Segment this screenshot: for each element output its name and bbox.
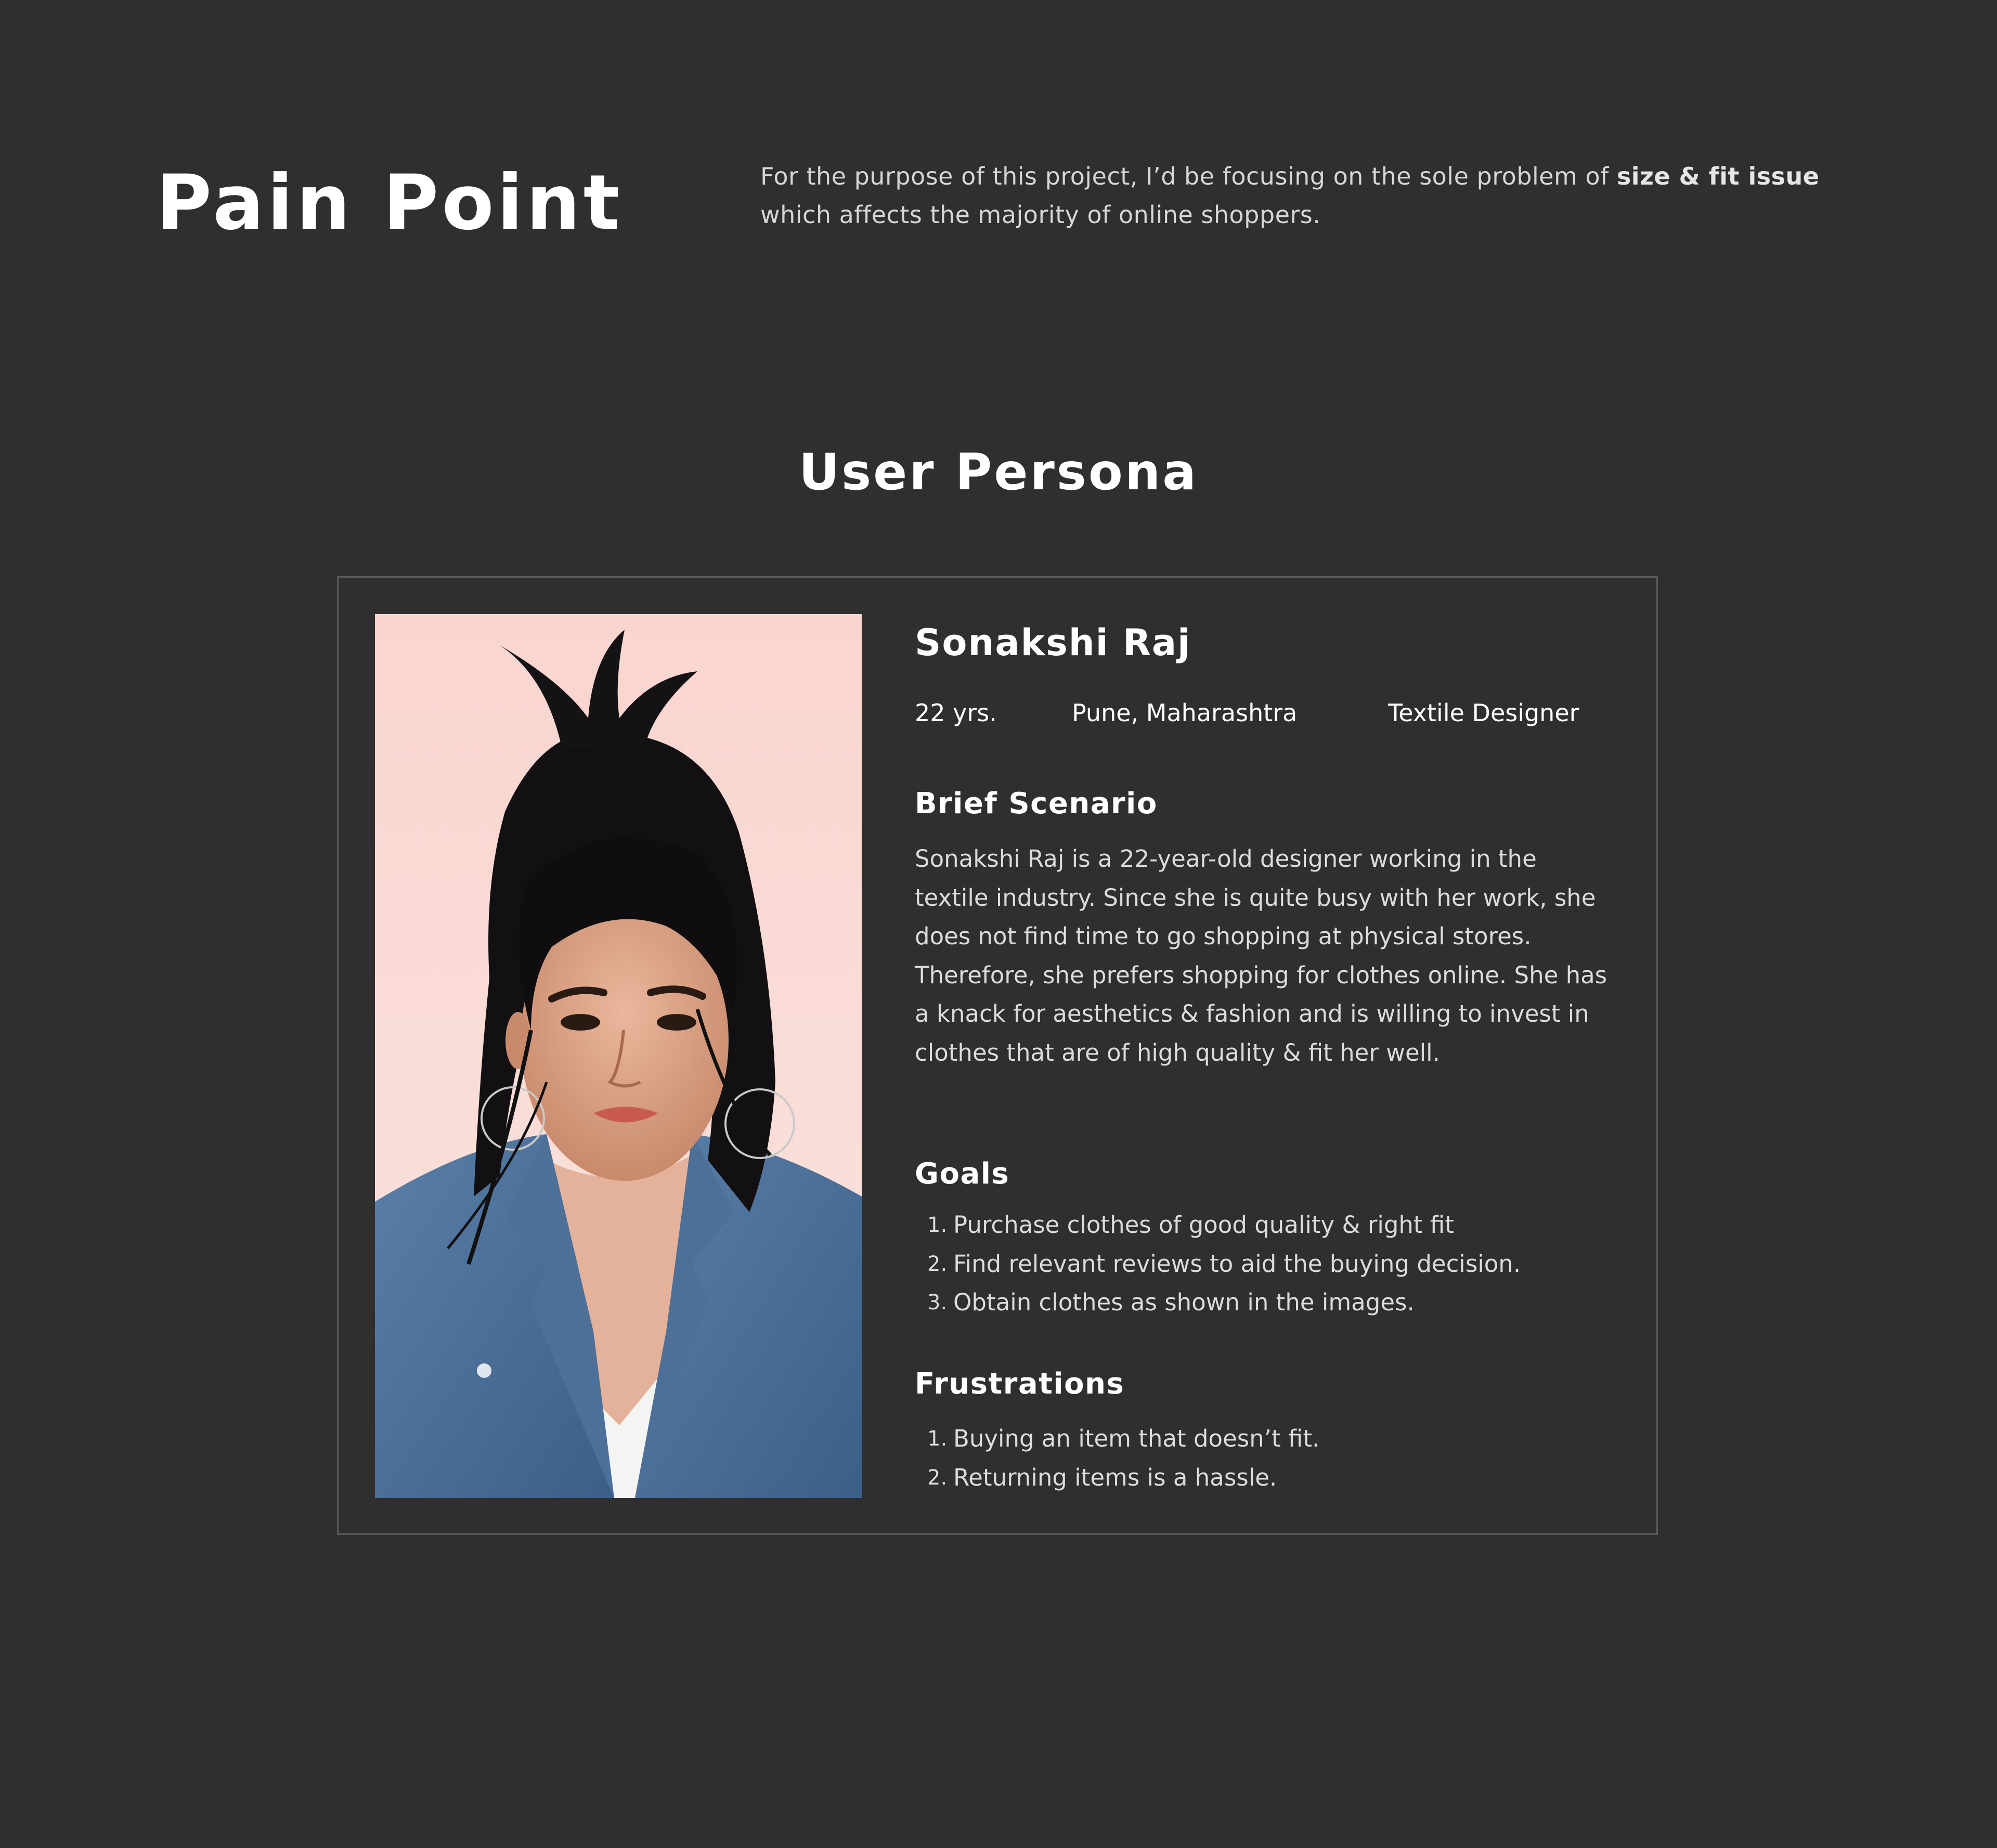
brief-scenario-heading: Brief Scenario <box>915 787 1158 821</box>
goal-number: 2. <box>927 1252 948 1276</box>
goal-number: 1. <box>927 1213 948 1237</box>
pain-point-description <box>760 157 1873 234</box>
pain-desc-text-start: For the purpose of this project, I’d be focusing on the sole problem of <box>760 162 1617 190</box>
goal-text: Find relevant reviews to aid the buying decision. <box>953 1250 1521 1278</box>
goal-item <box>915 1206 1521 1245</box>
persona-occupation: Textile Designer <box>1388 699 1579 727</box>
goal-text: Purchase clothes of good quality & right fit <box>953 1211 1454 1239</box>
frustration-text: Buying an item that doesn’t fit. <box>953 1425 1320 1452</box>
persona-portrait-image <box>375 614 862 1498</box>
persona-name: Sonakshi Raj <box>915 621 1191 664</box>
goal-item <box>915 1283 1521 1322</box>
goal-number: 3. <box>927 1291 948 1315</box>
goals-list <box>915 1206 1521 1322</box>
persona-location: Pune, Maharashtra <box>1072 699 1298 727</box>
goal-item <box>915 1245 1521 1284</box>
pain-point-title: Pain Point <box>156 159 623 247</box>
frustration-item <box>915 1420 1319 1459</box>
persona-card <box>337 576 1658 1535</box>
persona-age: 22 yrs. <box>915 699 997 727</box>
user-persona-title: User Persona <box>799 443 1198 501</box>
frustrations-heading: Frustrations <box>915 1367 1125 1401</box>
goal-text: Obtain clothes as shown in the images. <box>953 1289 1415 1316</box>
frustration-item <box>915 1459 1319 1498</box>
persona-photo <box>375 614 862 1498</box>
frustrations-list <box>915 1420 1319 1497</box>
pain-desc-text-end: which affects the majority of online shoppers. <box>760 201 1321 229</box>
frustration-number: 1. <box>927 1427 948 1451</box>
brief-scenario-text: Sonakshi Raj is a 22-year-old designer working in the textile industry. Since she is quite busy with her work, she does not find time to go shopping at physical stores. Therefore, she prefers shopping for clothes online. She has a knack for aesthetics & fashion and is willing to invest in clothes that are of high quality & fit her well. <box>915 845 1607 1066</box>
frustration-text: Returning items is a hassle. <box>953 1463 1277 1491</box>
pain-desc-highlight: size & fit issue <box>1616 162 1820 190</box>
frustration-number: 2. <box>927 1465 948 1490</box>
goals-heading: Goals <box>915 1157 1010 1191</box>
